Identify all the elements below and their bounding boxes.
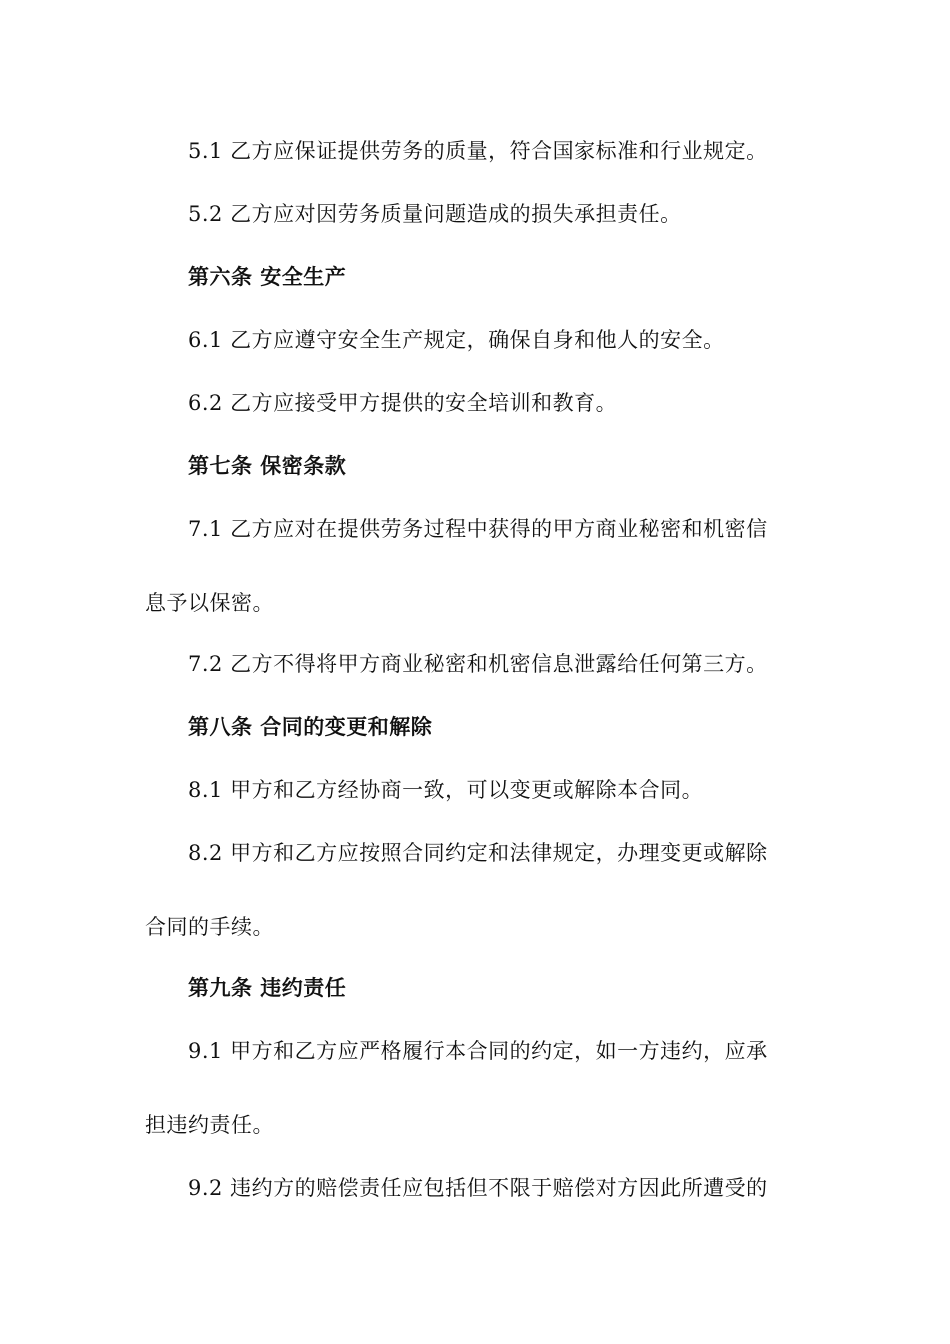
- article-9-heading: 第九条 违约责任: [188, 976, 347, 1000]
- clause-6-1: 6.1 乙方应遵守安全生产规定，确保自身和他人的安全。: [188, 328, 725, 352]
- clause-7-1: 7.1 乙方应对在提供劳务过程中获得的甲方商业秘密和机密信: [188, 517, 768, 541]
- clause-5-1: 5.1 乙方应保证提供劳务的质量，符合国家标准和行业规定。: [188, 139, 768, 163]
- article-6-heading: 第六条 安全生产: [188, 265, 347, 289]
- clause-9-1-continued: 担违约责任。: [145, 1113, 274, 1137]
- clause-8-1: 8.1 甲方和乙方经协商一致，可以变更或解除本合同。: [188, 778, 704, 802]
- clause-9-1: 9.1 甲方和乙方应严格履行本合同的约定，如一方违约，应承: [188, 1039, 768, 1063]
- clause-7-2: 7.2 乙方不得将甲方商业秘密和机密信息泄露给任何第三方。: [188, 652, 768, 676]
- clause-9-2: 9.2 违约方的赔偿责任应包括但不限于赔偿对方因此所遭受的: [188, 1176, 768, 1200]
- clause-6-2: 6.2 乙方应接受甲方提供的安全培训和教育。: [188, 391, 618, 415]
- clause-7-1-continued: 息予以保密。: [145, 591, 274, 615]
- clause-8-2-continued: 合同的手续。: [145, 915, 274, 939]
- clause-8-2: 8.2 甲方和乙方应按照合同约定和法律规定，办理变更或解除: [188, 841, 768, 865]
- article-7-heading: 第七条 保密条款: [188, 454, 347, 478]
- clause-5-2: 5.2 乙方应对因劳务质量问题造成的损失承担责任。: [188, 202, 682, 226]
- article-8-heading: 第八条 合同的变更和解除: [188, 715, 433, 739]
